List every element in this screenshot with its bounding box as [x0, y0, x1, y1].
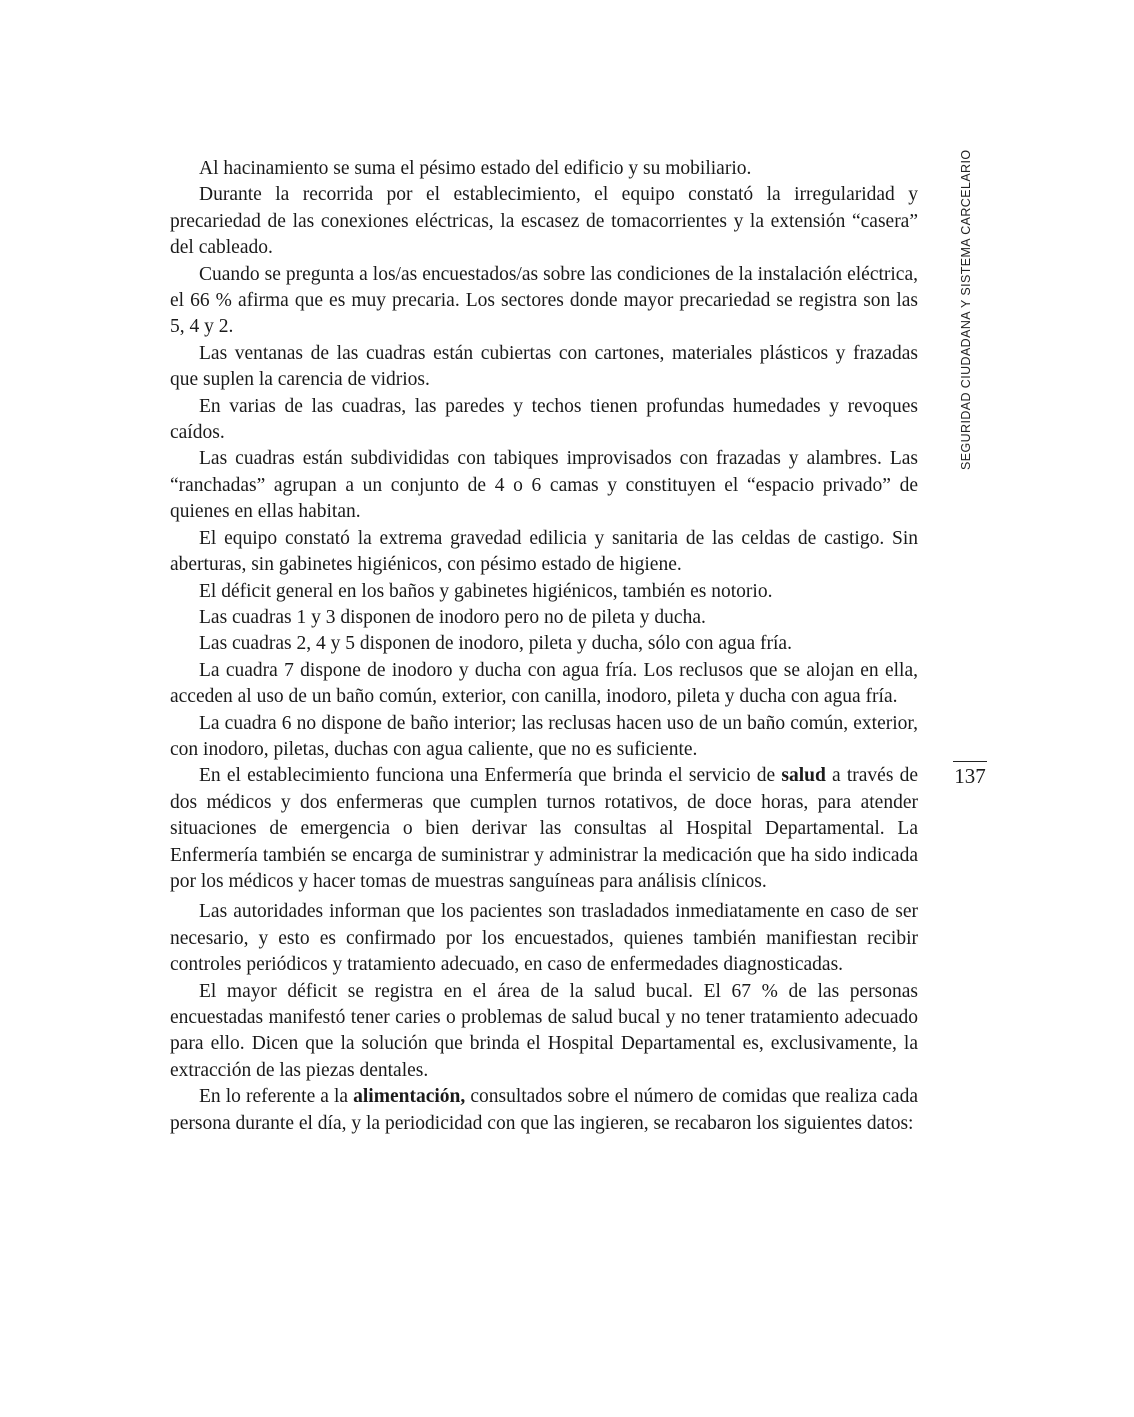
text-run: En el establecimiento funciona una Enfermería que brinda el servicio de	[199, 765, 782, 787]
paragraph: El mayor déficit se registra en el área de la salud bucal. El 67 % de las personas encuestadas manifestó tener caries o problemas de salud bucal y no tener tratamiento adecuado para ello. Dicen que la solución que brinda el Hospital Departamental es, exclusivamente, la extracción de las piezas dentales.	[170, 980, 918, 1081]
running-head-text: SEGURIDAD CIUDADANA Y SISTEMA CARCELARIO	[959, 149, 973, 470]
paragraph: Al hacinamiento se suma el pésimo estado del edificio y su mobiliario.	[199, 158, 752, 179]
paragraph: Durante la recorrida por el establecimiento, el equipo constató la irregularidad y precariedad de las conexiones eléctricas, la escasez de tomacorrientes y la extensión “casera” del cableado.	[170, 184, 918, 259]
text-run: consultados sobre el número de comidas que realiza cada persona durante el día, y la periodicidad con que las ingieren, se recabaron los siguientes datos:	[170, 1086, 918, 1134]
running-head	[944, 149, 974, 470]
body-text	[170, 156, 918, 1137]
paragraph: La cuadra 6 no dispone de baño interior; las reclusas hacen uso de un baño común, exterior, con inodoro, piletas, duchas con agua caliente, que no es suficiente.	[170, 712, 918, 760]
paragraph: Cuando se pregunta a los/as encuestados/as sobre las condiciones de la instalación eléctrica, el 66 % afirma que es muy precaria. Los sectores donde mayor precariedad se registra son las 5, 4 y 2.	[170, 263, 918, 338]
bold-term: salud	[781, 765, 826, 787]
paragraph: Las autoridades informan que los pacientes son trasladados inmediatamente en caso de ser necesario, y esto es confirmado por los encuestados, quienes también manifiestan recibir controles periódicos y tratamiento adecuado, en caso de enfermedades diagnosticadas.	[170, 901, 918, 976]
page-number: 137	[954, 764, 986, 788]
paragraph: Las cuadras están subdivididas con tabiques improvisados con frazadas y alambres. Las “ranchadas” agrupan a un conjunto de 4 o 6 camas y constituyen el “espacio privado” de quienes en ellas habitan.	[170, 448, 918, 523]
paragraph: En varias de las cuadras, las paredes y techos tienen profundas humedades y revoques caídos.	[170, 395, 918, 444]
paragraph: El déficit general en los baños y gabinetes higiénicos, también es notorio.	[199, 580, 773, 602]
paragraph: Las cuadras 2, 4 y 5 disponen de inodoro, pileta y ducha, sólo con agua fría.	[199, 633, 792, 655]
text-run: En lo referente a la	[199, 1086, 354, 1108]
text-run: a través de dos médicos y dos enfermeras que cumplen turnos rotativos, de doce horas, para atender situaciones de emergencia o bien derivar las consultas al Hospital Departamental. La Enfermería también se encarga de suministrar y administrar la medicación que ha sido indicada por los médicos y hacer tomas de muestras sanguíneas para análisis clínicos.	[170, 765, 918, 892]
paragraph: Las ventanas de las cuadras están cubiertas con cartones, materiales plásticos y frazadas que suplen la carencia de vidrios.	[170, 342, 918, 391]
paragraph: Las cuadras 1 y 3 disponen de inodoro pero no de pileta y ducha.	[199, 606, 706, 628]
paragraph-salud	[170, 763, 918, 895]
paragraph-alimentacion	[170, 1084, 918, 1137]
bold-term: alimentación,	[353, 1086, 466, 1108]
page-number-rule	[953, 761, 987, 762]
paragraph: El equipo constató la extrema gravedad edilicia y sanitaria de las celdas de castigo. Sin aberturas, sin gabinetes higiénicos, con pésimo estado de higiene.	[170, 527, 918, 576]
paragraph: La cuadra 7 dispone de inodoro y ducha con agua fría. Los reclusos que se alojan en ella, acceden al uso de un baño común, exterior, con canilla, inodoro, pileta y ducha con agua fría.	[170, 659, 918, 708]
